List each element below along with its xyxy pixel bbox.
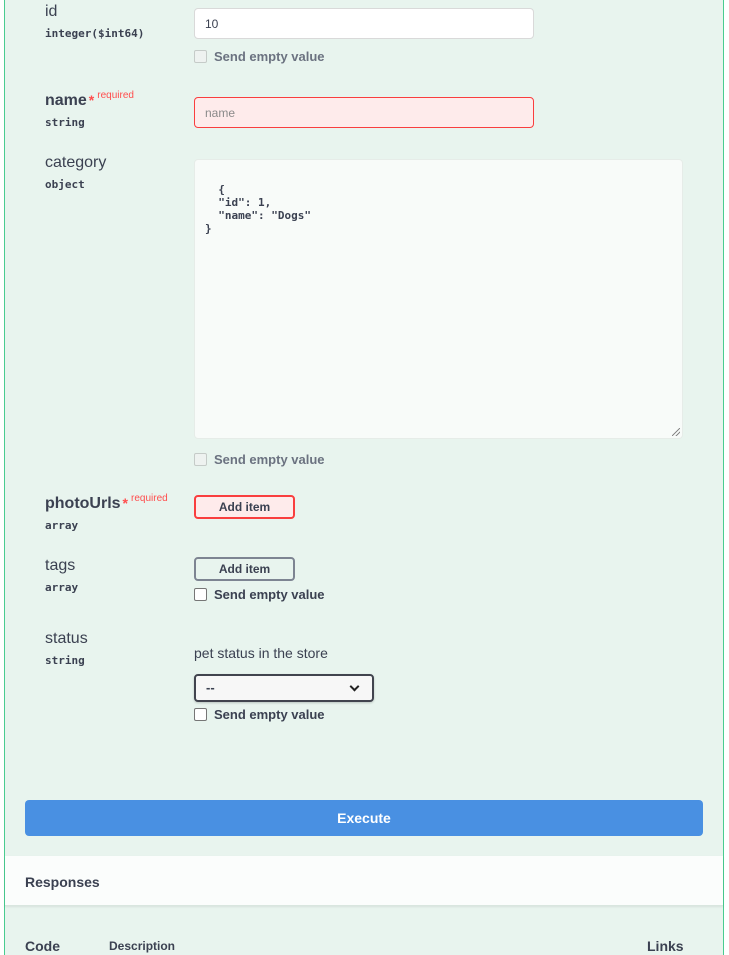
param-type-category: object <box>45 178 85 191</box>
responses-header <box>5 856 723 906</box>
param-name-name <box>45 92 134 110</box>
tags-send-empty-label: Send empty value <box>214 587 325 602</box>
required-tag: required <box>131 493 168 504</box>
param-type-photourls: array <box>45 519 79 532</box>
name-label: name <box>45 92 87 109</box>
param-name-status: status <box>45 630 88 647</box>
status-description: pet status in the store <box>194 645 328 661</box>
chevron-down-icon <box>350 682 360 692</box>
category-send-empty <box>194 452 325 467</box>
photourls-label: photoUrls <box>45 495 121 512</box>
tags-add-item-button[interactable]: Add item <box>194 557 295 581</box>
param-name-id: id <box>45 3 58 20</box>
status-select[interactable] <box>194 674 374 702</box>
resize-handle-icon[interactable] <box>672 428 680 436</box>
param-name-category: category <box>45 154 107 171</box>
id-send-empty <box>194 49 325 64</box>
category-json-text: { "id": 1, "name": "Dogs" } <box>205 183 311 235</box>
category-send-empty-checkbox[interactable] <box>194 453 207 466</box>
required-star: * <box>122 495 128 511</box>
responses-title: Responses <box>25 874 100 890</box>
id-input[interactable] <box>194 8 534 39</box>
column-code: Code <box>25 938 60 954</box>
required-tag: required <box>97 90 134 101</box>
param-name-tags: tags <box>45 557 76 574</box>
category-json-editor[interactable] <box>194 159 683 439</box>
param-type-tags: array <box>45 581 79 594</box>
param-type-name: string <box>45 116 85 129</box>
status-send-empty-checkbox[interactable] <box>194 708 207 721</box>
param-type-status: string <box>45 654 85 667</box>
column-links: Links <box>647 938 684 954</box>
column-description: Description <box>109 939 176 953</box>
name-input[interactable] <box>194 97 534 128</box>
id-send-empty-label: Send empty value <box>214 49 325 64</box>
param-type-id: integer($int64) <box>45 27 145 40</box>
category-send-empty-label: Send empty value <box>214 452 325 467</box>
status-send-empty-label: Send empty value <box>214 707 325 722</box>
status-send-empty <box>194 707 325 722</box>
tags-send-empty-checkbox[interactable] <box>194 588 207 601</box>
photourls-add-item-button[interactable]: Add item <box>194 495 295 519</box>
tags-send-empty <box>194 587 325 602</box>
required-star: * <box>88 92 95 108</box>
status-selected-value: -- <box>206 680 215 695</box>
execute-button[interactable]: Execute <box>25 800 703 836</box>
id-send-empty-checkbox[interactable] <box>194 50 207 63</box>
param-name-photourls <box>45 495 168 513</box>
